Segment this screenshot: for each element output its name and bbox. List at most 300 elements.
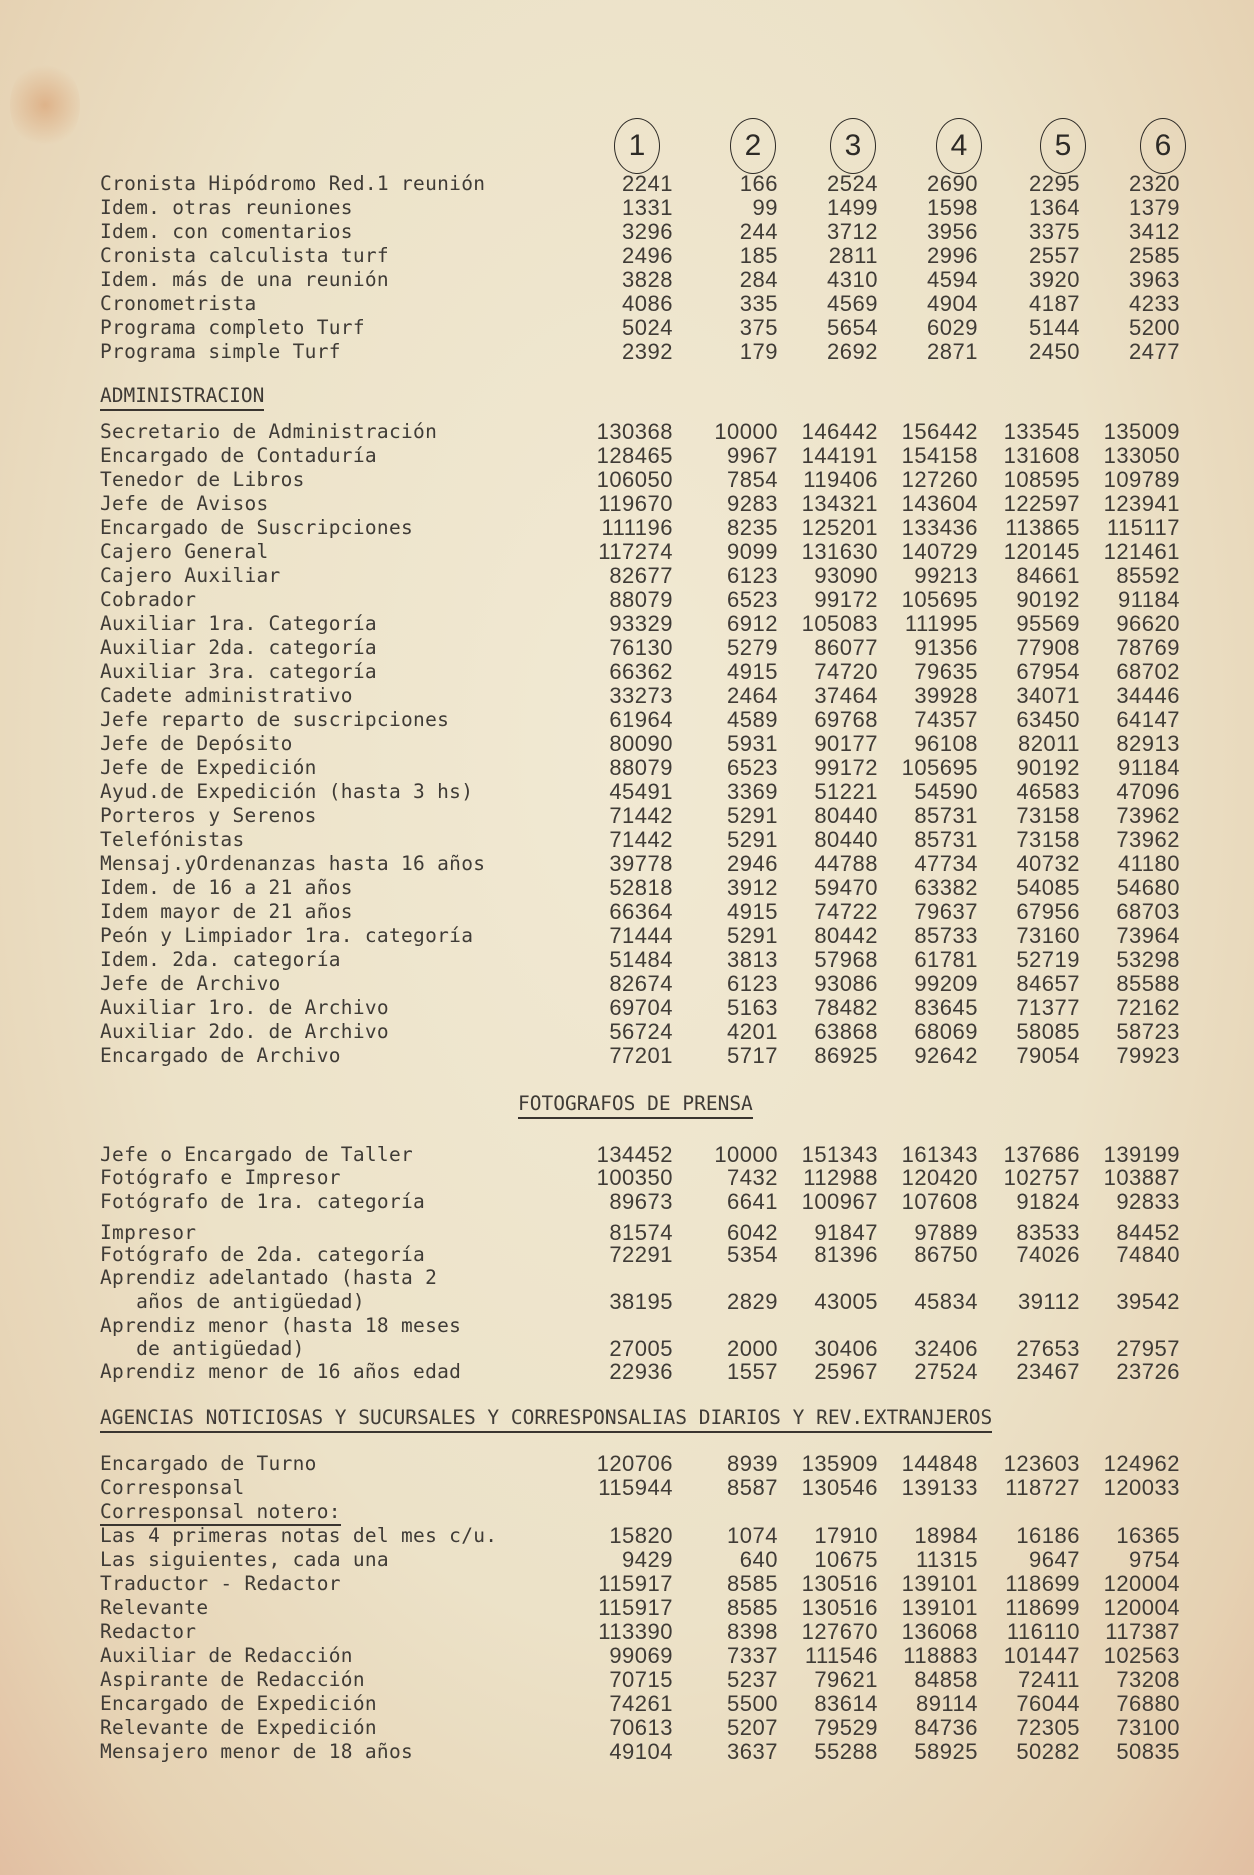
value-col-3: 59470 xyxy=(814,875,878,900)
row-label: Aprendiz menor (hasta 18 meses xyxy=(100,1314,462,1337)
value-col-1: 120706 xyxy=(596,1451,673,1476)
table-row xyxy=(0,1143,1254,1167)
value-col-5: 9647 xyxy=(1029,1547,1080,1572)
value-col-6: 72162 xyxy=(1116,995,1180,1020)
value-col-6: 3412 xyxy=(1129,219,1180,244)
value-col-1: 82674 xyxy=(609,971,673,996)
column-header-circle: 6 xyxy=(1140,118,1186,174)
value-col-2: 7432 xyxy=(727,1165,778,1190)
value-col-3: 86077 xyxy=(814,635,878,660)
value-col-4: 1598 xyxy=(927,195,978,220)
row-label: Relevante xyxy=(100,1596,209,1619)
value-col-1: 33273 xyxy=(609,683,673,708)
value-col-2: 5291 xyxy=(727,923,778,948)
value-col-1: 2241 xyxy=(622,171,673,196)
row-label: Mensaj.yOrdenanzas hasta 16 años xyxy=(100,852,486,875)
row-label: Programa completo Turf xyxy=(100,316,365,339)
value-col-5: 101447 xyxy=(1003,1643,1080,1668)
row-label: Auxiliar 3ra. categoría xyxy=(100,660,377,683)
value-col-5: 16186 xyxy=(1016,1523,1080,1548)
table-row xyxy=(0,292,1254,316)
value-col-5: 58085 xyxy=(1016,1019,1080,1044)
value-col-5: 73160 xyxy=(1016,923,1080,948)
value-col-3: 51221 xyxy=(814,779,878,804)
table-row xyxy=(0,732,1254,756)
row-label: Cronista Hipódromo Red.1 reunión xyxy=(100,172,486,195)
value-col-5: 120145 xyxy=(1003,539,1080,564)
value-col-3: 17910 xyxy=(814,1523,878,1548)
value-col-6: 1379 xyxy=(1129,195,1180,220)
value-col-5: 67954 xyxy=(1016,659,1080,684)
value-col-6: 124962 xyxy=(1103,1451,1180,1476)
value-col-3: 69768 xyxy=(814,707,878,732)
value-col-1: 70715 xyxy=(609,1667,673,1692)
value-col-6: 85588 xyxy=(1116,971,1180,996)
row-label: Aprendiz adelantado (hasta 2 xyxy=(100,1266,438,1289)
value-col-6: 121461 xyxy=(1103,539,1180,564)
value-col-6: 73208 xyxy=(1116,1667,1180,1692)
value-col-6: 96620 xyxy=(1116,611,1180,636)
table-row xyxy=(0,1290,1254,1314)
row-label: Auxiliar 1ro. de Archivo xyxy=(100,996,389,1019)
value-col-6: 2320 xyxy=(1129,171,1180,196)
table-row xyxy=(0,900,1254,924)
row-label: Encargado de Suscripciones xyxy=(100,516,414,539)
value-col-3: 86925 xyxy=(814,1043,878,1068)
value-col-4: 63382 xyxy=(914,875,978,900)
value-col-5: 108595 xyxy=(1003,467,1080,492)
row-label: Cajero Auxiliar xyxy=(100,564,281,587)
section-title: FOTOGRAFOS DE PRENSA xyxy=(518,1092,753,1119)
value-col-4: 118883 xyxy=(903,1643,978,1668)
value-col-3: 130546 xyxy=(801,1475,878,1500)
value-col-2: 6123 xyxy=(727,971,778,996)
value-col-1: 115917 xyxy=(598,1571,673,1596)
value-col-5: 83533 xyxy=(1016,1220,1080,1245)
value-col-2: 3912 xyxy=(727,875,778,900)
value-col-2: 10000 xyxy=(714,419,778,444)
value-col-1: 81574 xyxy=(609,1220,673,1245)
value-col-3: 90177 xyxy=(814,731,878,756)
value-col-1: 76130 xyxy=(609,635,673,660)
table-row xyxy=(0,1266,1254,1290)
value-col-6: 91184 xyxy=(1117,587,1180,612)
value-col-5: 133545 xyxy=(1003,419,1080,444)
value-col-5: 77908 xyxy=(1016,635,1080,660)
value-col-4: 92642 xyxy=(914,1043,978,1068)
value-col-2: 8398 xyxy=(727,1619,778,1644)
value-col-4: 96108 xyxy=(914,731,978,756)
value-col-6: 123941 xyxy=(1103,491,1180,516)
value-col-1: 71444 xyxy=(609,923,673,948)
value-col-3: 130516 xyxy=(801,1571,878,1596)
row-label: Cobrador xyxy=(100,588,197,611)
table-row xyxy=(0,1190,1254,1214)
row-label: Programa simple Turf xyxy=(100,340,341,363)
value-col-4: 39928 xyxy=(914,683,978,708)
table-row xyxy=(0,876,1254,900)
value-col-1: 70613 xyxy=(609,1715,673,1740)
value-col-5: 122597 xyxy=(1003,491,1080,516)
table-row xyxy=(0,1020,1254,1044)
row-label: Auxiliar 2do. de Archivo xyxy=(100,1020,389,1043)
value-col-4: 111995 xyxy=(904,611,978,636)
column-header-circle: 5 xyxy=(1040,118,1086,174)
row-label: Jefe de Expedición xyxy=(100,756,317,779)
value-col-3: 83614 xyxy=(814,1691,878,1716)
value-col-4: 139101 xyxy=(901,1571,978,1596)
value-col-1: 72291 xyxy=(609,1242,673,1267)
value-col-4: 61781 xyxy=(914,947,978,972)
value-col-4: 105695 xyxy=(901,587,978,612)
table-row xyxy=(0,924,1254,948)
value-col-5: 67956 xyxy=(1016,899,1080,924)
value-col-3: 79529 xyxy=(814,1715,878,1740)
value-col-3: 151343 xyxy=(801,1142,878,1167)
value-col-4: 154158 xyxy=(901,443,978,468)
table-row xyxy=(0,564,1254,588)
row-label: Idem. de 16 a 21 años xyxy=(100,876,353,899)
table-row xyxy=(0,684,1254,708)
value-col-5: 27653 xyxy=(1016,1336,1080,1361)
value-col-2: 3369 xyxy=(727,779,778,804)
value-col-1: 15820 xyxy=(609,1523,673,1548)
value-col-3: 131630 xyxy=(801,539,878,564)
value-col-6: 16365 xyxy=(1116,1523,1180,1548)
row-label: Mensajero menor de 18 años xyxy=(100,1740,414,1763)
row-label: Las 4 primeras notas del mes c/u. xyxy=(100,1524,498,1547)
value-col-3: 5654 xyxy=(827,315,878,340)
value-col-3: 2524 xyxy=(827,171,878,196)
value-col-1: 134452 xyxy=(596,1142,673,1167)
value-col-2: 6641 xyxy=(727,1189,778,1214)
table-row xyxy=(0,1692,1254,1716)
value-col-2: 4201 xyxy=(727,1019,778,1044)
row-label: Fotógrafo de 1ra. categoría xyxy=(100,1190,426,1213)
value-col-1: 80090 xyxy=(609,731,673,756)
value-col-4: 86750 xyxy=(914,1242,978,1267)
value-col-6: 3963 xyxy=(1129,267,1180,292)
value-col-2: 9283 xyxy=(727,491,778,516)
value-col-4: 139101 xyxy=(901,1595,978,1620)
value-col-3: 81396 xyxy=(814,1242,878,1267)
value-col-4: 47734 xyxy=(914,851,978,876)
value-col-6: 68702 xyxy=(1116,659,1180,684)
value-col-6: 68703 xyxy=(1116,899,1180,924)
table-row xyxy=(0,708,1254,732)
value-col-3: 127670 xyxy=(801,1619,878,1644)
table-row xyxy=(0,492,1254,516)
column-header-circle: 4 xyxy=(936,118,982,174)
table-row xyxy=(0,1452,1254,1476)
value-col-4: 6029 xyxy=(927,315,978,340)
value-col-6: 41180 xyxy=(1117,851,1180,876)
value-col-1: 56724 xyxy=(609,1019,673,1044)
table-row xyxy=(0,196,1254,220)
value-col-1: 99069 xyxy=(609,1643,673,1668)
value-col-6: 84452 xyxy=(1116,1220,1180,1245)
value-col-5: 73158 xyxy=(1016,803,1080,828)
table-row xyxy=(0,468,1254,492)
value-col-5: 137686 xyxy=(1003,1142,1080,1167)
value-col-2: 5931 xyxy=(727,731,778,756)
value-col-5: 39112 xyxy=(1017,1289,1080,1314)
value-col-2: 8587 xyxy=(727,1475,778,1500)
value-col-6: 135009 xyxy=(1103,419,1180,444)
table-row xyxy=(0,316,1254,340)
value-col-3: 130516 xyxy=(801,1595,878,1620)
value-col-1: 119670 xyxy=(598,491,673,516)
table-row xyxy=(0,780,1254,804)
value-col-1: 71442 xyxy=(609,803,673,828)
value-col-1: 115917 xyxy=(598,1595,673,1620)
value-col-2: 7854 xyxy=(727,467,778,492)
row-label: Peón y Limpiador 1ra. categoría xyxy=(100,924,474,947)
value-col-5: 72305 xyxy=(1016,1715,1080,1740)
value-col-1: 74261 xyxy=(609,1691,673,1716)
value-col-6: 109789 xyxy=(1103,467,1180,492)
row-label: Tenedor de Libros xyxy=(100,468,305,491)
row-label: de antigüedad) xyxy=(100,1337,305,1360)
table-row xyxy=(0,420,1254,444)
value-col-4: 89114 xyxy=(915,1691,978,1716)
value-col-4: 74357 xyxy=(914,707,978,732)
value-col-3: 93090 xyxy=(814,563,878,588)
subsection-title: Corresponsal notero: xyxy=(100,1500,341,1526)
value-col-6: 64147 xyxy=(1116,707,1180,732)
table-row xyxy=(0,444,1254,468)
row-label: Auxiliar 2da. categoría xyxy=(100,636,377,659)
value-col-2: 8585 xyxy=(727,1571,778,1596)
value-col-2: 8235 xyxy=(727,515,778,540)
value-col-4: 2690 xyxy=(927,171,978,196)
value-col-5: 52719 xyxy=(1016,947,1080,972)
value-col-3: 79621 xyxy=(814,1667,878,1692)
value-col-6: 120033 xyxy=(1103,1475,1180,1500)
table-row xyxy=(0,756,1254,780)
value-col-2: 9967 xyxy=(727,443,778,468)
value-col-4: 27524 xyxy=(914,1359,978,1384)
value-col-2: 6523 xyxy=(727,587,778,612)
value-col-5: 2557 xyxy=(1029,243,1080,268)
value-col-6: 47096 xyxy=(1116,779,1180,804)
value-col-6: 74840 xyxy=(1116,1242,1180,1267)
value-col-3: 4569 xyxy=(827,291,878,316)
value-col-2: 640 xyxy=(739,1547,778,1572)
value-col-1: 117274 xyxy=(598,539,673,564)
value-col-6: 34446 xyxy=(1116,683,1180,708)
value-col-1: 61964 xyxy=(609,707,673,732)
row-label: Jefe o Encargado de Taller xyxy=(100,1143,414,1166)
value-col-6: 79923 xyxy=(1116,1043,1180,1068)
value-col-6: 2585 xyxy=(1129,243,1180,268)
value-col-4: 54590 xyxy=(914,779,978,804)
table-row xyxy=(0,268,1254,292)
value-col-3: 146442 xyxy=(801,419,878,444)
value-col-1: 4086 xyxy=(622,291,673,316)
value-col-5: 63450 xyxy=(1016,707,1080,732)
value-col-5: 84657 xyxy=(1016,971,1080,996)
value-col-6: 54680 xyxy=(1116,875,1180,900)
value-col-3: 78482 xyxy=(814,995,878,1020)
value-col-1: 49104 xyxy=(609,1739,673,1764)
value-col-3: 74720 xyxy=(814,659,878,684)
value-col-1: 27005 xyxy=(609,1336,673,1361)
value-col-3: 119406 xyxy=(803,467,878,492)
value-col-6: 27957 xyxy=(1116,1336,1180,1361)
table-row xyxy=(0,1243,1254,1267)
value-col-2: 1074 xyxy=(727,1523,778,1548)
value-col-5: 118727 xyxy=(1005,1475,1080,1500)
value-col-3: 93086 xyxy=(814,971,878,996)
value-col-1: 100350 xyxy=(596,1165,673,1190)
value-col-6: 53298 xyxy=(1116,947,1180,972)
table-row xyxy=(0,1644,1254,1668)
value-col-4: 156442 xyxy=(901,419,978,444)
value-col-2: 5354 xyxy=(727,1242,778,1267)
value-col-5: 40732 xyxy=(1016,851,1080,876)
row-label: Encargado de Turno xyxy=(100,1452,317,1475)
row-label: Las siguientes, cada una xyxy=(100,1548,389,1571)
value-col-4: 2871 xyxy=(927,339,978,364)
value-col-3: 2811 xyxy=(828,243,878,268)
value-col-2: 6042 xyxy=(727,1220,778,1245)
row-label: Encargado de Archivo xyxy=(100,1044,341,1067)
value-col-2: 5291 xyxy=(727,827,778,852)
table-row xyxy=(0,612,1254,636)
value-col-2: 6912 xyxy=(727,611,778,636)
row-label: Idem. con comentarios xyxy=(100,220,353,243)
column-header-circle: 2 xyxy=(730,118,776,174)
value-col-1: 51484 xyxy=(609,947,673,972)
row-label: Cajero General xyxy=(100,540,269,563)
value-col-1: 66364 xyxy=(609,899,673,924)
value-col-3: 30406 xyxy=(814,1336,878,1361)
row-label: Impresor xyxy=(100,1221,197,1244)
value-col-1: 93329 xyxy=(609,611,673,636)
value-col-4: 105695 xyxy=(901,755,978,780)
value-col-5: 113865 xyxy=(1005,515,1080,540)
value-col-3: 112988 xyxy=(803,1165,878,1190)
table-row xyxy=(0,852,1254,876)
value-col-2: 3813 xyxy=(727,947,778,972)
value-col-6: 115117 xyxy=(1106,515,1180,540)
table-row xyxy=(0,1500,1254,1524)
value-col-6: 9754 xyxy=(1129,1547,1180,1572)
value-col-2: 5279 xyxy=(727,635,778,660)
value-col-4: 83645 xyxy=(914,995,978,1020)
value-col-1: 106050 xyxy=(596,467,673,492)
value-col-3: 135909 xyxy=(801,1451,878,1476)
value-col-1: 66362 xyxy=(609,659,673,684)
value-col-6: 73962 xyxy=(1116,803,1180,828)
table-row xyxy=(0,972,1254,996)
value-col-5: 82011 xyxy=(1017,731,1080,756)
table-row xyxy=(0,828,1254,852)
section-title: AGENCIAS NOTICIOSAS Y SUCURSALES Y CORRESPONSALIAS DIARIOS Y REV.EXTRANJEROS xyxy=(100,1406,992,1433)
value-col-4: 85733 xyxy=(914,923,978,948)
table-row xyxy=(0,1572,1254,1596)
value-col-1: 89673 xyxy=(609,1189,673,1214)
value-col-4: 97889 xyxy=(914,1220,978,1245)
value-col-4: 99213 xyxy=(914,563,978,588)
value-col-5: 76044 xyxy=(1016,1691,1080,1716)
value-col-5: 90192 xyxy=(1016,587,1080,612)
value-col-2: 5207 xyxy=(727,1715,778,1740)
value-col-4: 4594 xyxy=(927,267,978,292)
value-col-2: 99 xyxy=(752,195,778,220)
value-col-5: 131608 xyxy=(1003,443,1080,468)
table-row xyxy=(0,1524,1254,1548)
row-label: Traductor - Redactor xyxy=(100,1572,341,1595)
value-col-3: 55288 xyxy=(814,1739,878,1764)
value-col-5: 71377 xyxy=(1016,995,1080,1020)
value-col-5: 50282 xyxy=(1016,1739,1080,1764)
value-col-5: 116110 xyxy=(1006,1619,1080,1644)
value-col-2: 2464 xyxy=(727,683,778,708)
value-col-2: 5717 xyxy=(727,1043,778,1068)
table-row xyxy=(0,220,1254,244)
value-col-4: 79635 xyxy=(914,659,978,684)
value-col-2: 5163 xyxy=(727,995,778,1020)
row-label: Cronometrista xyxy=(100,292,257,315)
value-col-5: 2450 xyxy=(1029,339,1080,364)
value-col-2: 6123 xyxy=(727,563,778,588)
value-col-2: 6523 xyxy=(727,755,778,780)
value-col-1: 45491 xyxy=(609,779,673,804)
row-label: Idem. 2da. categoría xyxy=(100,948,341,971)
value-col-3: 144191 xyxy=(801,443,878,468)
value-col-6: 50835 xyxy=(1116,1739,1180,1764)
table-row xyxy=(0,540,1254,564)
value-col-6: 103887 xyxy=(1103,1165,1180,1190)
value-col-3: 80440 xyxy=(814,803,878,828)
table-row xyxy=(0,172,1254,196)
value-col-6: 91184 xyxy=(1117,755,1180,780)
value-col-1: 113390 xyxy=(598,1619,673,1644)
value-col-2: 244 xyxy=(739,219,778,244)
value-col-6: 5200 xyxy=(1129,315,1180,340)
column-header-circle: 1 xyxy=(614,118,660,174)
value-col-4: 161343 xyxy=(901,1142,978,1167)
table-row xyxy=(0,340,1254,364)
table-row xyxy=(0,1596,1254,1620)
value-col-5: 95569 xyxy=(1016,611,1080,636)
value-col-4: 4904 xyxy=(927,291,978,316)
value-col-6: 4233 xyxy=(1129,291,1180,316)
value-col-4: 18984 xyxy=(914,1523,978,1548)
value-col-2: 1557 xyxy=(727,1359,778,1384)
value-col-2: 2829 xyxy=(727,1289,778,1314)
row-label: Corresponsal xyxy=(100,1476,245,1499)
value-col-3: 134321 xyxy=(801,491,878,516)
row-label: Idem mayor de 21 años xyxy=(100,900,353,923)
value-col-5: 123603 xyxy=(1003,1451,1080,1476)
value-col-3: 80442 xyxy=(814,923,878,948)
value-col-3: 99172 xyxy=(814,755,878,780)
value-col-3: 91847 xyxy=(814,1220,878,1245)
value-col-1: 38195 xyxy=(609,1289,673,1314)
row-label: Jefe de Avisos xyxy=(100,492,269,515)
value-col-5: 118699 xyxy=(1005,1595,1080,1620)
value-col-5: 3920 xyxy=(1029,267,1080,292)
value-col-2: 10000 xyxy=(714,1142,778,1167)
value-col-4: 91356 xyxy=(914,635,978,660)
value-col-6: 133050 xyxy=(1103,443,1180,468)
value-col-3: 1499 xyxy=(827,195,878,220)
table-row xyxy=(0,1360,1254,1384)
value-col-5: 73158 xyxy=(1016,827,1080,852)
